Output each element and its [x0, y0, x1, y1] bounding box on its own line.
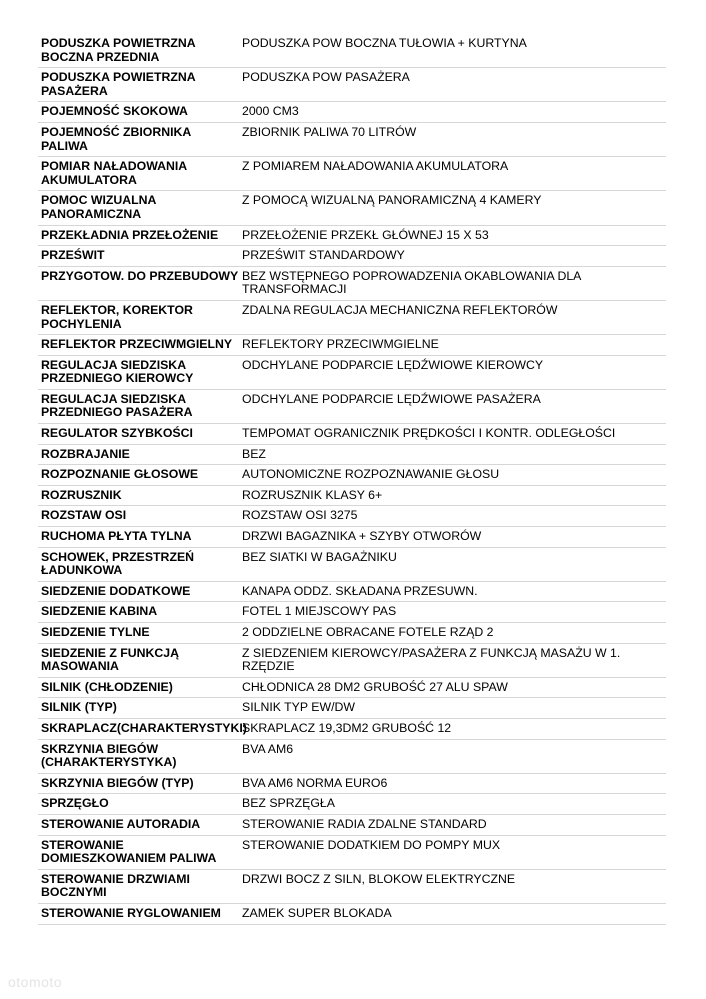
spec-label: ROZSTAW OSI	[38, 506, 239, 527]
spec-label: SCHOWEK, PRZESTRZEŃ ŁADUNKOWA	[38, 547, 239, 581]
spec-row	[38, 191, 666, 225]
spec-value: BEZ	[239, 444, 666, 465]
spec-label: PRZEKŁADNIA PRZEŁOŻENIE	[38, 225, 239, 246]
spec-value: KANAPA ODDZ. SKŁADANA PRZESUWN.	[239, 581, 666, 602]
spec-label: SIEDZENIE TYLNE	[38, 623, 239, 644]
spec-row	[38, 444, 666, 465]
spec-table	[38, 34, 666, 925]
spec-row	[38, 602, 666, 623]
spec-value: PODUSZKA POW BOCZNA TUŁOWIA + KURTYNA	[239, 34, 666, 68]
spec-label: REGULACJA SIEDZISKA PRZEDNIEGO KIEROWCY	[38, 355, 239, 389]
spec-label: REGULACJA SIEDZISKA PRZEDNIEGO PASAŻERA	[38, 389, 239, 423]
spec-label: SIEDZENIE DODATKOWE	[38, 581, 239, 602]
spec-value: PRZEŁOŻENIE PRZEKŁ GŁÓWNEJ 15 X 53	[239, 225, 666, 246]
spec-label: SILNIK (CHŁODZENIE)	[38, 677, 239, 698]
watermark: otomoto	[8, 974, 63, 990]
spec-value: FOTEL 1 MIEJSCOWY PAS	[239, 602, 666, 623]
spec-row	[38, 157, 666, 191]
spec-row	[38, 225, 666, 246]
spec-value: BVA AM6	[239, 739, 666, 773]
spec-label: REFLEKTOR, KOREKTOR POCHYLENIA	[38, 300, 239, 334]
spec-label: RUCHOMA PŁYTA TYLNA	[38, 527, 239, 548]
spec-label: SKRZYNIA BIEGÓW (TYP)	[38, 773, 239, 794]
spec-row	[38, 739, 666, 773]
spec-value: DRZWI BOCZ Z SILN, BLOKOW ELEKTRYCZNE	[239, 869, 666, 903]
spec-value: ODCHYLANE PODPARCIE LĘDŹWIOWE KIEROWCY	[239, 355, 666, 389]
spec-row	[38, 527, 666, 548]
spec-value: Z SIEDZENIEM KIEROWCY/PASAŻERA Z FUNKCJĄ MASAŻU W 1. RZĘDZIE	[239, 643, 666, 677]
spec-label: ROZBRAJANIE	[38, 444, 239, 465]
spec-value: ZBIORNIK PALIWA 70 LITRÓW	[239, 122, 666, 156]
spec-value: ZDALNA REGULACJA MECHANICZNA REFLEKTORÓW	[239, 300, 666, 334]
spec-row	[38, 903, 666, 924]
spec-label: PRZYGOTOW. DO PRZEBUDOWY	[38, 266, 239, 300]
spec-row	[38, 835, 666, 869]
spec-row	[38, 814, 666, 835]
spec-value: PRZEŚWIT STANDARDOWY	[239, 246, 666, 267]
spec-row	[38, 122, 666, 156]
spec-label: STEROWANIE DOMIESZKOWANIEM PALIWA	[38, 835, 239, 869]
spec-row	[38, 485, 666, 506]
spec-value: PODUSZKA POW PASAŻERA	[239, 68, 666, 102]
spec-value: BEZ WSTĘPNEGO POPROWADZENIA OKABLOWANIA DLA TRANSFORMACJI	[239, 266, 666, 300]
spec-label: SKRZYNIA BIEGÓW (CHARAKTERYSTYKA)	[38, 739, 239, 773]
spec-label: REFLEKTOR PRZECIWMGIELNY	[38, 335, 239, 356]
spec-value: ROZSTAW OSI 3275	[239, 506, 666, 527]
spec-value: Z POMOCĄ WIZUALNĄ PANORAMICZNĄ 4 KAMERY	[239, 191, 666, 225]
spec-label: STEROWANIE DRZWIAMI BOCZNYMI	[38, 869, 239, 903]
spec-table-body	[38, 34, 666, 924]
spec-value: 2000 CM3	[239, 102, 666, 123]
spec-row	[38, 300, 666, 334]
spec-label: POJEMNOŚĆ SKOKOWA	[38, 102, 239, 123]
spec-row	[38, 643, 666, 677]
spec-row	[38, 773, 666, 794]
spec-value: ZAMEK SUPER BLOKADA	[239, 903, 666, 924]
spec-row	[38, 355, 666, 389]
spec-value: AUTONOMICZNE ROZPOZNAWANIE GŁOSU	[239, 465, 666, 486]
spec-row	[38, 266, 666, 300]
spec-row	[38, 581, 666, 602]
spec-label: SKRAPLACZ(CHARAKTERYSTYKI)	[38, 718, 239, 739]
spec-label: PODUSZKA POWIETRZNA PASAŻERA	[38, 68, 239, 102]
spec-value: ODCHYLANE PODPARCIE LĘDŹWIOWE PASAŻERA	[239, 389, 666, 423]
spec-row	[38, 465, 666, 486]
spec-row	[38, 102, 666, 123]
spec-row	[38, 506, 666, 527]
spec-value: STEROWANIE DODATKIEM DO POMPY MUX	[239, 835, 666, 869]
spec-row	[38, 335, 666, 356]
spec-label: POMOC WIZUALNA PANORAMICZNA	[38, 191, 239, 225]
spec-value: TEMPOMAT OGRANICZNIK PRĘDKOŚCI I KONTR. ODLEGŁOŚCI	[239, 424, 666, 445]
spec-row	[38, 869, 666, 903]
spec-label: POJEMNOŚĆ ZBIORNIKA PALIWA	[38, 122, 239, 156]
spec-value: BVA AM6 NORMA EURO6	[239, 773, 666, 794]
spec-label: SPRZĘGŁO	[38, 794, 239, 815]
spec-row	[38, 68, 666, 102]
spec-row	[38, 424, 666, 445]
spec-value: 2 ODDZIELNE OBRACANE FOTELE RZĄD 2	[239, 623, 666, 644]
spec-label: ROZPOZNANIE GŁOSOWE	[38, 465, 239, 486]
spec-label: SILNIK (TYP)	[38, 698, 239, 719]
spec-value: Z POMIAREM NAŁADOWANIA AKUMULATORA	[239, 157, 666, 191]
spec-value: BEZ SPRZĘGŁA	[239, 794, 666, 815]
spec-value: SKRAPLACZ 19,3DM2 GRUBOŚĆ 12	[239, 718, 666, 739]
spec-label: POMIAR NAŁADOWANIA AKUMULATORA	[38, 157, 239, 191]
spec-value: CHŁODNICA 28 DM2 GRUBOŚĆ 27 ALU SPAW	[239, 677, 666, 698]
spec-row	[38, 389, 666, 423]
spec-row	[38, 718, 666, 739]
spec-label: PRZEŚWIT	[38, 246, 239, 267]
spec-row	[38, 677, 666, 698]
spec-value: REFLEKTORY PRZECIWMGIELNE	[239, 335, 666, 356]
spec-value: DRZWI BAGAZNIKA + SZYBY OTWORÓW	[239, 527, 666, 548]
spec-row	[38, 794, 666, 815]
spec-label: SIEDZENIE Z FUNKCJĄ MASOWANIA	[38, 643, 239, 677]
spec-row	[38, 698, 666, 719]
spec-value: ROZRUSZNIK KLASY 6+	[239, 485, 666, 506]
spec-label: SIEDZENIE KABINA	[38, 602, 239, 623]
spec-value: STEROWANIE RADIA ZDALNE STANDARD	[239, 814, 666, 835]
spec-value: SILNIK TYP EW/DW	[239, 698, 666, 719]
spec-label: PODUSZKA POWIETRZNA BOCZNA PRZEDNIA	[38, 34, 239, 68]
spec-label: STEROWANIE AUTORADIA	[38, 814, 239, 835]
spec-row	[38, 34, 666, 68]
spec-label: STEROWANIE RYGLOWANIEM	[38, 903, 239, 924]
spec-label: REGULATOR SZYBKOŚCI	[38, 424, 239, 445]
spec-value: BEZ SIATKI W BAGAŻNIKU	[239, 547, 666, 581]
spec-row	[38, 246, 666, 267]
spec-label: ROZRUSZNIK	[38, 485, 239, 506]
spec-row	[38, 547, 666, 581]
spec-row	[38, 623, 666, 644]
